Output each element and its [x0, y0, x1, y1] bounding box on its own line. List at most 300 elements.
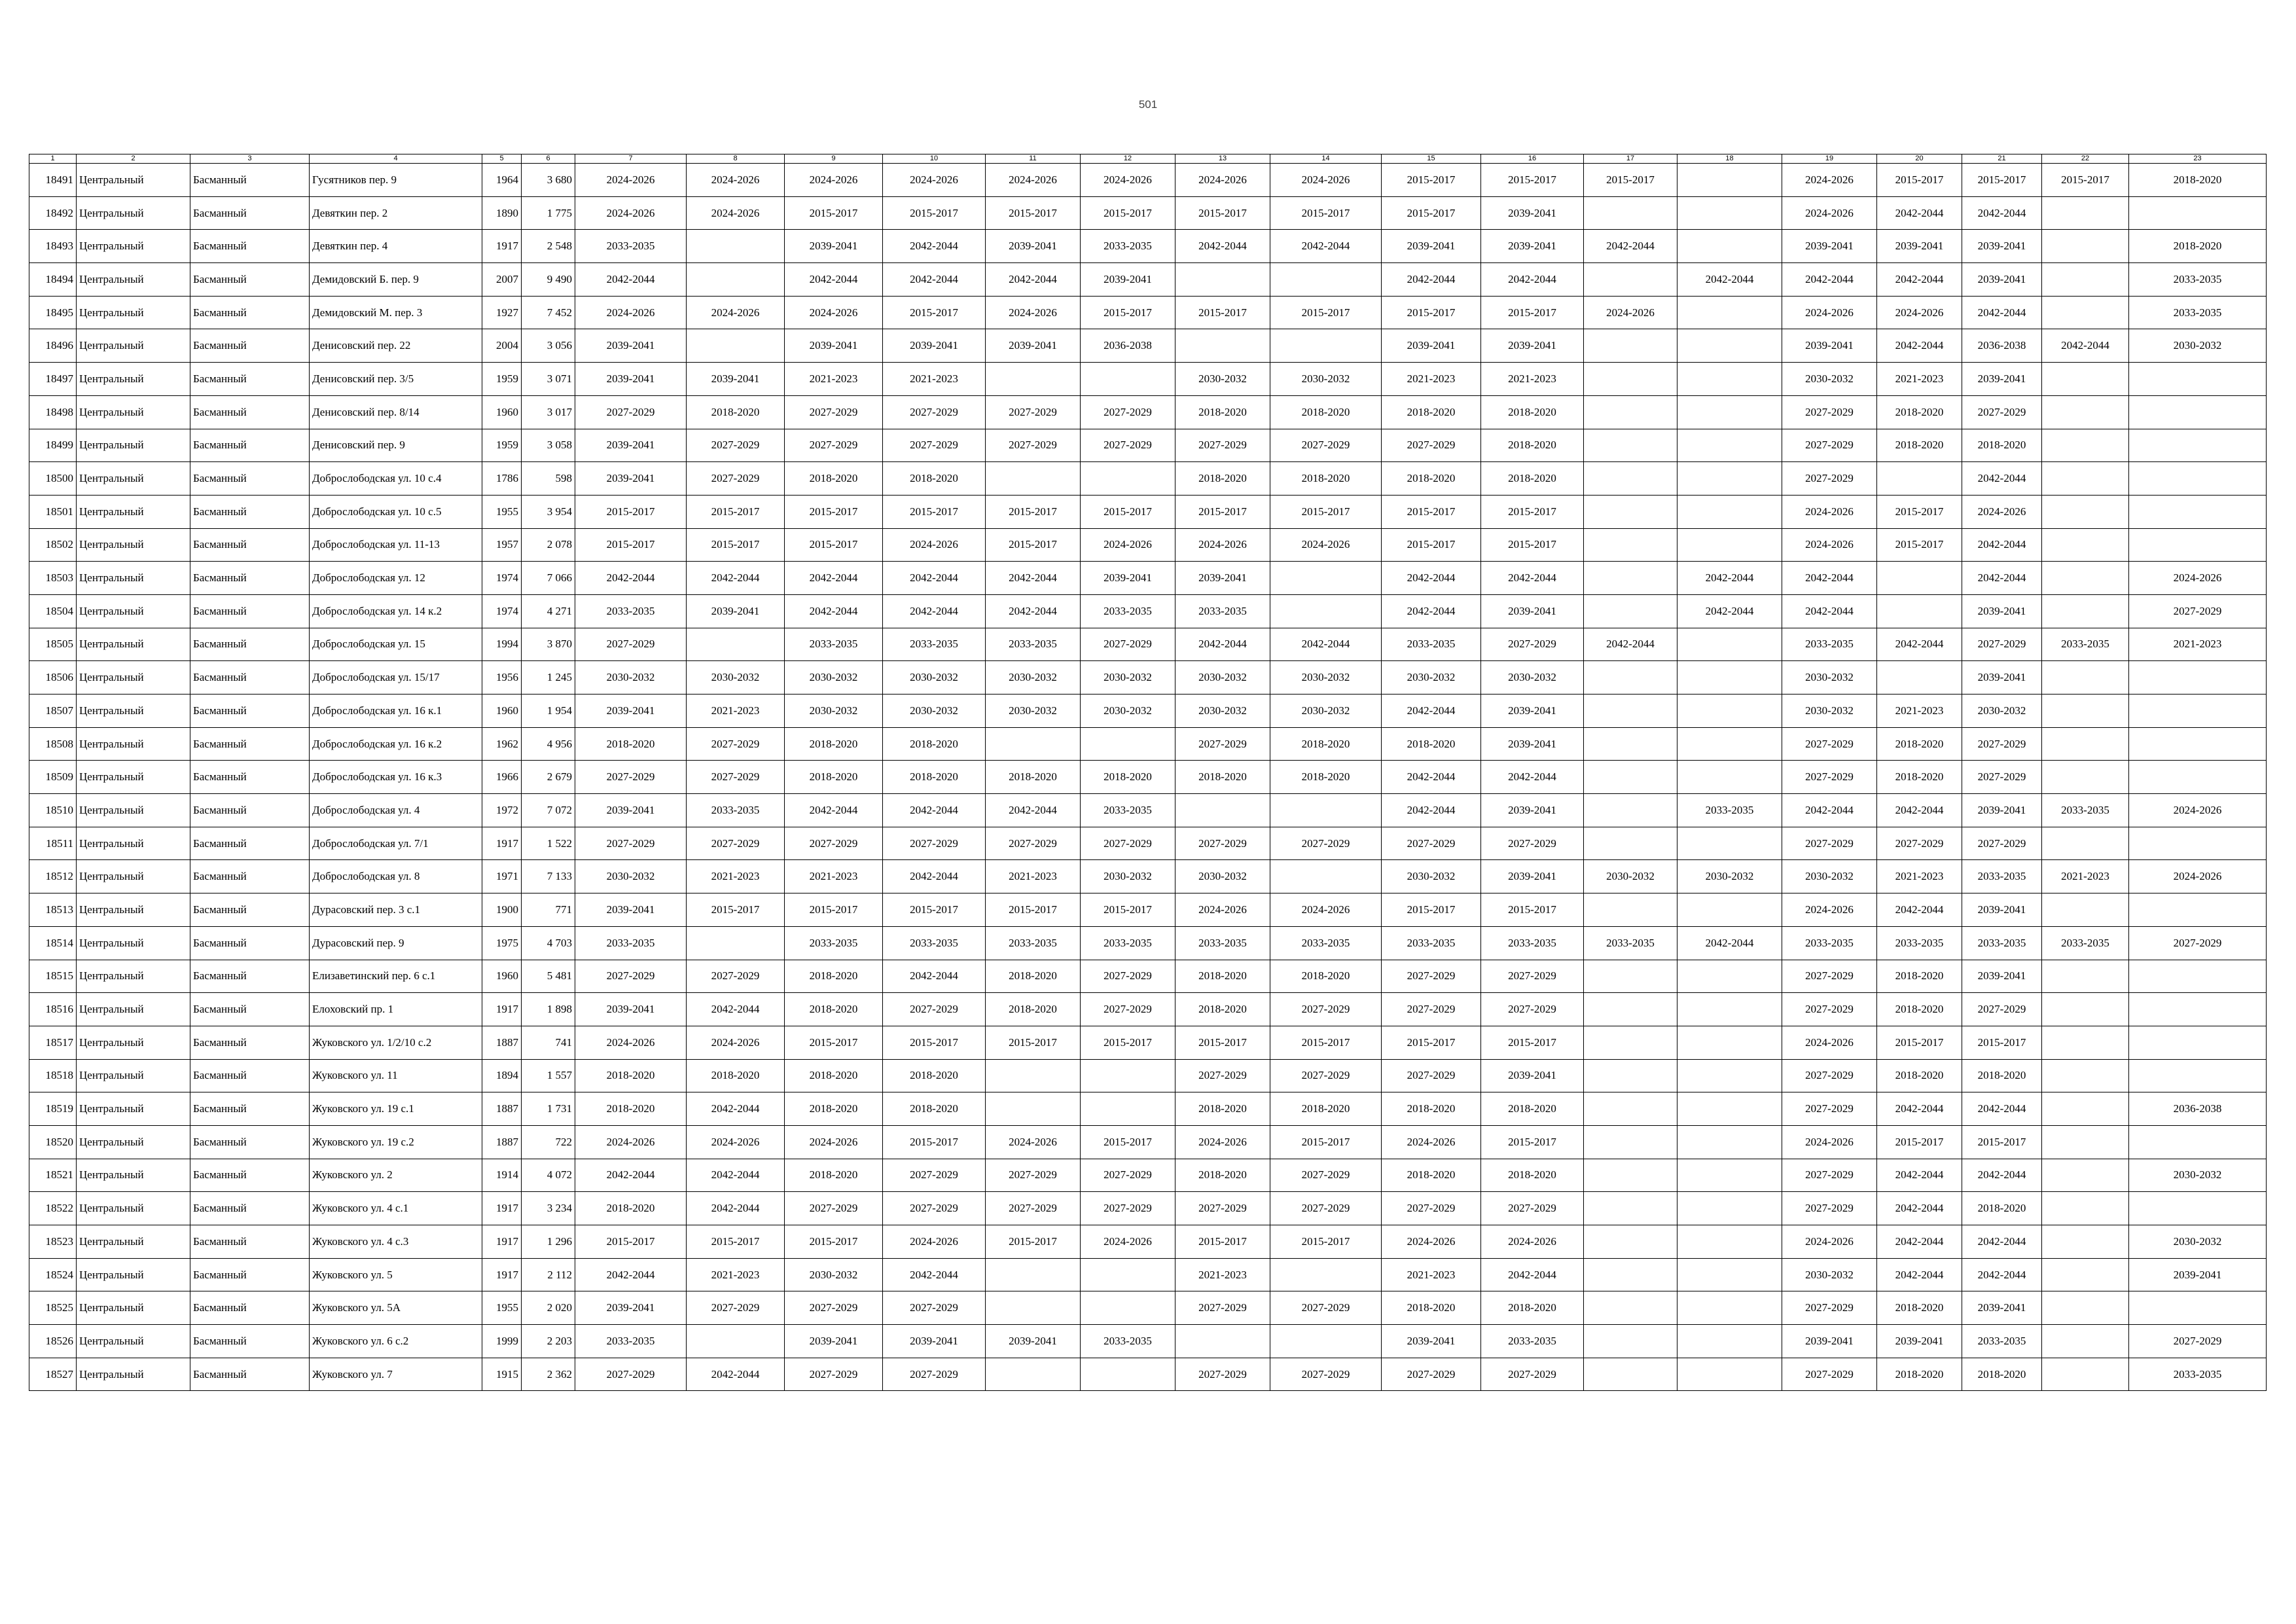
table-cell: 2042-2044 [1962, 296, 2042, 329]
table-cell: 2024-2026 [986, 1125, 1081, 1159]
table-cell: 2030-2032 [2129, 329, 2267, 363]
table-cell: Басманный [190, 1059, 310, 1092]
table-cell: 1960 [482, 695, 522, 728]
table-cell: Центральный [77, 329, 190, 363]
table-cell: 2033-2035 [1481, 1325, 1584, 1358]
table-cell: 2030-2032 [2129, 1159, 2267, 1192]
table-cell: Басманный [190, 329, 310, 363]
table-cell: 2027-2029 [1081, 1192, 1175, 1225]
table-cell: 2033-2035 [986, 628, 1081, 661]
table-cell: 2030-2032 [1081, 695, 1175, 728]
table-cell: 2027-2029 [1877, 827, 1962, 860]
table-cell [2129, 363, 2267, 396]
table-cell: 2018-2020 [785, 1059, 883, 1092]
table-cell: 2027-2029 [1382, 1192, 1481, 1225]
table-cell [1584, 1258, 1677, 1291]
table-cell: Центральный [77, 164, 190, 197]
table-cell: 2021-2023 [1481, 363, 1584, 396]
table-cell [2129, 727, 2267, 761]
table-cell: 2015-2017 [1877, 164, 1962, 197]
table-cell: 2018-2020 [883, 1059, 986, 1092]
table-cell: Жуковского ул. 4 с.3 [310, 1225, 482, 1259]
table-cell [1175, 329, 1270, 363]
table-cell: 18502 [29, 528, 77, 562]
table-cell: 2042-2044 [1962, 196, 2042, 230]
table-cell: 3 017 [522, 395, 575, 429]
table-cell: 1914 [482, 1159, 522, 1192]
table-cell: 2039-2041 [986, 230, 1081, 263]
table-cell: Центральный [77, 363, 190, 396]
table-cell: 2018-2020 [1877, 993, 1962, 1026]
table-cell [1270, 1325, 1382, 1358]
table-cell: Центральный [77, 1059, 190, 1092]
table-cell: 2018-2020 [1382, 1159, 1481, 1192]
table-cell: 2015-2017 [575, 528, 687, 562]
table-cell [1584, 1059, 1677, 1092]
table-cell: 2027-2029 [687, 827, 785, 860]
table-cell: 1917 [482, 827, 522, 860]
table-cell: 1917 [482, 993, 522, 1026]
table-cell: 2027-2029 [1270, 1159, 1382, 1192]
table-cell: 2007 [482, 263, 522, 297]
table-cell: 2024-2026 [575, 1026, 687, 1059]
table-cell: 2042-2044 [1382, 695, 1481, 728]
table-cell: Жуковского ул. 5 [310, 1258, 482, 1291]
table-cell: 1960 [482, 395, 522, 429]
table-cell [2042, 395, 2129, 429]
table-cell: 4 703 [522, 926, 575, 960]
table-cell: 2015-2017 [1175, 1026, 1270, 1059]
table-cell: 2015-2017 [687, 528, 785, 562]
table-cell: 2042-2044 [1584, 628, 1677, 661]
table-cell: 2039-2041 [575, 329, 687, 363]
table-cell [1081, 1291, 1175, 1325]
table-cell: 1975 [482, 926, 522, 960]
table-cell: 2039-2041 [575, 429, 687, 462]
table-cell: 18492 [29, 196, 77, 230]
table-cell: 2027-2029 [883, 1192, 986, 1225]
table-cell: Доброслободская ул. 11-13 [310, 528, 482, 562]
table-cell: 2018-2020 [1382, 1291, 1481, 1325]
table-cell: 1962 [482, 727, 522, 761]
table-cell [1270, 329, 1382, 363]
column-number: 14 [1270, 154, 1382, 164]
table-cell: Басманный [190, 1092, 310, 1126]
table-cell: 2024-2026 [883, 1225, 986, 1259]
table-cell: 2030-2032 [785, 1258, 883, 1291]
table-cell: 2018-2020 [2129, 230, 2267, 263]
table-cell: 2018-2020 [1270, 960, 1382, 993]
table-cell: 2039-2041 [575, 462, 687, 496]
table-cell: 2027-2029 [1481, 993, 1584, 1026]
table-cell: 2030-2032 [883, 661, 986, 695]
table-cell: Басманный [190, 761, 310, 794]
table-cell: 2024-2026 [1382, 1225, 1481, 1259]
table-cell: 2015-2017 [1270, 1125, 1382, 1159]
table-cell: 2027-2029 [1962, 628, 2042, 661]
table-cell: Жуковского ул. 19 с.2 [310, 1125, 482, 1159]
table-cell [2042, 1258, 2129, 1291]
table-cell: Басманный [190, 794, 310, 827]
table-row [29, 329, 2267, 363]
column-number: 9 [785, 154, 883, 164]
table-cell: 2024-2026 [1081, 528, 1175, 562]
table-cell: 2015-2017 [785, 1026, 883, 1059]
table-cell: Басманный [190, 263, 310, 297]
table-cell: 2015-2017 [1081, 196, 1175, 230]
table-cell: 2027-2029 [1481, 960, 1584, 993]
table-cell: 2027-2029 [1782, 827, 1877, 860]
table-cell [986, 462, 1081, 496]
table-cell [1081, 1092, 1175, 1126]
table-cell: 1917 [482, 1258, 522, 1291]
table-cell: 2027-2029 [1782, 429, 1877, 462]
table-cell: 2027-2029 [687, 727, 785, 761]
table-cell: 2033-2035 [1081, 794, 1175, 827]
table-cell: 2030-2032 [1677, 860, 1782, 893]
table-cell [1677, 695, 1782, 728]
table-cell: Доброслободская ул. 10 с.4 [310, 462, 482, 496]
table-cell: 2030-2032 [1270, 661, 1382, 695]
data-table [29, 154, 2267, 1391]
table-row [29, 695, 2267, 728]
table-cell: 2027-2029 [1175, 1059, 1270, 1092]
table-cell: 18495 [29, 296, 77, 329]
table-cell: 18497 [29, 363, 77, 396]
table-cell: 2042-2044 [1962, 1225, 2042, 1259]
table-cell: 2039-2041 [1481, 727, 1584, 761]
table-row [29, 993, 2267, 1026]
table-cell: 2039-2041 [575, 1291, 687, 1325]
table-cell: Басманный [190, 562, 310, 595]
table-cell: 2030-2032 [785, 661, 883, 695]
table-cell [1584, 395, 1677, 429]
table-cell: Басманный [190, 727, 310, 761]
table-cell: 2030-2032 [1962, 695, 2042, 728]
table-cell [2042, 1225, 2129, 1259]
table-cell [986, 727, 1081, 761]
table-cell: 2024-2026 [986, 296, 1081, 329]
table-cell: 2027-2029 [1382, 993, 1481, 1026]
table-cell: 2030-2032 [1081, 661, 1175, 695]
table-cell: Демидовский Б. пер. 9 [310, 263, 482, 297]
table-cell: Басманный [190, 363, 310, 396]
table-cell [2129, 1192, 2267, 1225]
table-cell [1081, 462, 1175, 496]
table-cell: Центральный [77, 761, 190, 794]
table-cell: 2018-2020 [575, 1192, 687, 1225]
table-cell: Басманный [190, 1125, 310, 1159]
table-cell: 2024-2026 [2129, 860, 2267, 893]
table-cell: 18511 [29, 827, 77, 860]
table-cell: 2024-2026 [1175, 1125, 1270, 1159]
table-cell: 2030-2032 [1081, 860, 1175, 893]
table-cell: 2018-2020 [883, 761, 986, 794]
table-cell: Басманный [190, 661, 310, 695]
table-cell: 2027-2029 [1782, 1159, 1877, 1192]
table-cell: 2015-2017 [1270, 296, 1382, 329]
table-cell [2042, 1192, 2129, 1225]
column-number: 1 [29, 154, 77, 164]
table-cell [1677, 893, 1782, 927]
table-cell: 2030-2032 [1175, 661, 1270, 695]
table-cell: 2027-2029 [883, 1159, 986, 1192]
table-cell: 18520 [29, 1125, 77, 1159]
table-cell [2042, 196, 2129, 230]
table-cell: Басманный [190, 395, 310, 429]
table-cell: 2042-2044 [575, 562, 687, 595]
table-cell: 2024-2026 [986, 164, 1081, 197]
table-cell: 2042-2044 [1877, 196, 1962, 230]
table-cell: 2015-2017 [2042, 164, 2129, 197]
table-cell [1584, 1225, 1677, 1259]
table-cell: Центральный [77, 727, 190, 761]
table-cell [1677, 230, 1782, 263]
table-cell [1677, 164, 1782, 197]
table-cell: 2030-2032 [1782, 661, 1877, 695]
table-cell: Центральный [77, 628, 190, 661]
table-cell: 4 956 [522, 727, 575, 761]
table-cell: 18500 [29, 462, 77, 496]
table-cell: 2033-2035 [1270, 926, 1382, 960]
table-cell: Центральный [77, 562, 190, 595]
table-cell: 2027-2029 [1782, 1358, 1877, 1391]
table-cell: 2042-2044 [1782, 594, 1877, 628]
table-cell: 2018-2020 [1175, 395, 1270, 429]
table-cell: Басманный [190, 993, 310, 1026]
table-cell [1677, 296, 1782, 329]
table-cell: 2027-2029 [785, 1192, 883, 1225]
table-cell: Басманный [190, 1258, 310, 1291]
table-cell: 2024-2026 [687, 296, 785, 329]
table-cell: 18518 [29, 1059, 77, 1092]
table-cell [1584, 1092, 1677, 1126]
table-cell: 2027-2029 [986, 429, 1081, 462]
table-cell: 2015-2017 [883, 495, 986, 528]
table-cell [1584, 893, 1677, 927]
table-row [29, 1325, 2267, 1358]
table-cell: 2030-2032 [1382, 661, 1481, 695]
table-cell: 2027-2029 [1782, 761, 1877, 794]
table-cell: 2027-2029 [1782, 1192, 1877, 1225]
table-cell [687, 628, 785, 661]
table-cell: 2042-2044 [883, 794, 986, 827]
table-cell: 1 557 [522, 1059, 575, 1092]
table-cell: 1 522 [522, 827, 575, 860]
table-cell: 2030-2032 [575, 860, 687, 893]
table-cell: 2033-2035 [575, 230, 687, 263]
table-cell: 2030-2032 [1782, 860, 1877, 893]
table-cell: 18493 [29, 230, 77, 263]
table-cell: 2015-2017 [1270, 1225, 1382, 1259]
table-cell [986, 1358, 1081, 1391]
table-cell: 2039-2041 [1481, 196, 1584, 230]
table-cell: 1917 [482, 1192, 522, 1225]
column-number: 16 [1481, 154, 1584, 164]
table-cell: 2039-2041 [687, 594, 785, 628]
table-cell: Басманный [190, 695, 310, 728]
table-cell: 2018-2020 [575, 1059, 687, 1092]
table-cell [2129, 462, 2267, 496]
table-cell [1270, 794, 1382, 827]
table-cell: 2015-2017 [1081, 1026, 1175, 1059]
table-cell: 2042-2044 [1584, 230, 1677, 263]
table-cell: 1964 [482, 164, 522, 197]
table-row [29, 960, 2267, 993]
table-cell: Девяткин пер. 4 [310, 230, 482, 263]
table-cell [1081, 1059, 1175, 1092]
column-number: 2 [77, 154, 190, 164]
table-cell: 2033-2035 [2042, 794, 2129, 827]
table-cell: 2042-2044 [1962, 528, 2042, 562]
column-number: 23 [2129, 154, 2267, 164]
table-row [29, 727, 2267, 761]
table-cell [1584, 727, 1677, 761]
table-cell: 2 362 [522, 1358, 575, 1391]
table-cell: Жуковского ул. 6 с.2 [310, 1325, 482, 1358]
table-cell: 2030-2032 [1175, 363, 1270, 396]
table-cell [1877, 661, 1962, 695]
table-cell [2129, 761, 2267, 794]
table-row [29, 1192, 2267, 1225]
table-cell: Жуковского ул. 11 [310, 1059, 482, 1092]
table-cell: 2018-2020 [1175, 1159, 1270, 1192]
table-cell: 2042-2044 [883, 860, 986, 893]
table-cell: Центральный [77, 462, 190, 496]
table-cell: 2027-2029 [986, 827, 1081, 860]
table-cell: Доброслободская ул. 10 с.5 [310, 495, 482, 528]
table-cell: 2027-2029 [1782, 1059, 1877, 1092]
table-cell: Жуковского ул. 4 с.1 [310, 1192, 482, 1225]
table-cell [1677, 462, 1782, 496]
table-cell: 2042-2044 [1877, 329, 1962, 363]
table-cell [1677, 1026, 1782, 1059]
table-cell: 2042-2044 [575, 263, 687, 297]
table-cell: 2033-2035 [2042, 926, 2129, 960]
table-cell: 2024-2026 [1782, 528, 1877, 562]
table-cell [2129, 196, 2267, 230]
table-cell: 1974 [482, 562, 522, 595]
table-cell: 2027-2029 [785, 827, 883, 860]
table-cell: Центральный [77, 1325, 190, 1358]
table-cell: 2015-2017 [1481, 164, 1584, 197]
table-cell: 2027-2029 [1175, 827, 1270, 860]
table-cell: 2021-2023 [687, 1258, 785, 1291]
table-cell: 2024-2026 [785, 1125, 883, 1159]
table-cell: 2018-2020 [1481, 395, 1584, 429]
table-cell: 2018-2020 [1175, 960, 1270, 993]
table-cell: 18498 [29, 395, 77, 429]
column-number: 6 [522, 154, 575, 164]
table-cell: 2039-2041 [1962, 230, 2042, 263]
table-cell: 2018-2020 [1270, 727, 1382, 761]
table-cell: 2039-2041 [1481, 329, 1584, 363]
table-cell: 1 898 [522, 993, 575, 1026]
table-cell [2042, 893, 2129, 927]
table-row [29, 1358, 2267, 1391]
table-cell: 1957 [482, 528, 522, 562]
table-cell: 2015-2017 [785, 1225, 883, 1259]
table-cell: 2042-2044 [883, 230, 986, 263]
table-cell: Басманный [190, 893, 310, 927]
table-cell [2129, 395, 2267, 429]
column-number: 20 [1877, 154, 1962, 164]
table-cell: 2027-2029 [1782, 1092, 1877, 1126]
table-cell [1175, 794, 1270, 827]
table-cell: Центральный [77, 860, 190, 893]
table-cell: 2018-2020 [1962, 429, 2042, 462]
table-cell: 2033-2035 [1382, 628, 1481, 661]
table-cell [2042, 727, 2129, 761]
table-cell: 1999 [482, 1325, 522, 1358]
table-cell: 2021-2023 [1877, 363, 1962, 396]
table-cell [1677, 329, 1782, 363]
table-cell: 1894 [482, 1059, 522, 1092]
table-row [29, 1291, 2267, 1325]
table-cell: 2039-2041 [1481, 1059, 1584, 1092]
table-cell: 2015-2017 [1175, 296, 1270, 329]
table-cell: 2027-2029 [687, 761, 785, 794]
table-cell: Басманный [190, 827, 310, 860]
table-cell: 2024-2026 [687, 1026, 785, 1059]
table-cell: Центральный [77, 794, 190, 827]
table-cell: 2042-2044 [986, 794, 1081, 827]
table-cell: 2015-2017 [883, 1026, 986, 1059]
table-cell: Дурасовский пер. 3 с.1 [310, 893, 482, 927]
table-cell: 18507 [29, 695, 77, 728]
table-cell: 1966 [482, 761, 522, 794]
table-cell: 2027-2029 [1081, 827, 1175, 860]
table-cell: 2042-2044 [575, 1159, 687, 1192]
column-number: 11 [986, 154, 1081, 164]
table-cell: 2042-2044 [1877, 1225, 1962, 1259]
table-cell: 2027-2029 [1782, 395, 1877, 429]
table-cell: 18496 [29, 329, 77, 363]
table-cell [2042, 363, 2129, 396]
table-cell: 2018-2020 [687, 395, 785, 429]
table-cell: 2027-2029 [1270, 993, 1382, 1026]
table-cell: 2 112 [522, 1258, 575, 1291]
table-cell: 2027-2029 [986, 395, 1081, 429]
table-cell: 2042-2044 [687, 993, 785, 1026]
table-cell [2042, 462, 2129, 496]
table-cell: 2033-2035 [1175, 594, 1270, 628]
table-cell: 18517 [29, 1026, 77, 1059]
table-cell: 2024-2026 [575, 196, 687, 230]
table-cell: 2042-2044 [1677, 263, 1782, 297]
table-cell: 2018-2020 [785, 993, 883, 1026]
table-cell: 2021-2023 [1175, 1258, 1270, 1291]
table-cell: 18491 [29, 164, 77, 197]
table-cell: 2027-2029 [1481, 1192, 1584, 1225]
table-cell: 2018-2020 [883, 1092, 986, 1126]
table-cell: 2039-2041 [1175, 562, 1270, 595]
table-row [29, 628, 2267, 661]
table-cell: 2042-2044 [883, 960, 986, 993]
table-cell: 1956 [482, 661, 522, 695]
table-cell: 2042-2044 [1877, 1258, 1962, 1291]
table-cell [1270, 1258, 1382, 1291]
table-cell: 2024-2026 [883, 164, 986, 197]
table-cell: 2039-2041 [1382, 329, 1481, 363]
table-cell [1677, 395, 1782, 429]
table-cell [1677, 761, 1782, 794]
table-cell [1584, 495, 1677, 528]
table-cell: 2015-2017 [883, 296, 986, 329]
table-cell: 2027-2029 [1382, 1358, 1481, 1391]
table-cell: 2042-2044 [986, 594, 1081, 628]
table-cell [2042, 594, 2129, 628]
